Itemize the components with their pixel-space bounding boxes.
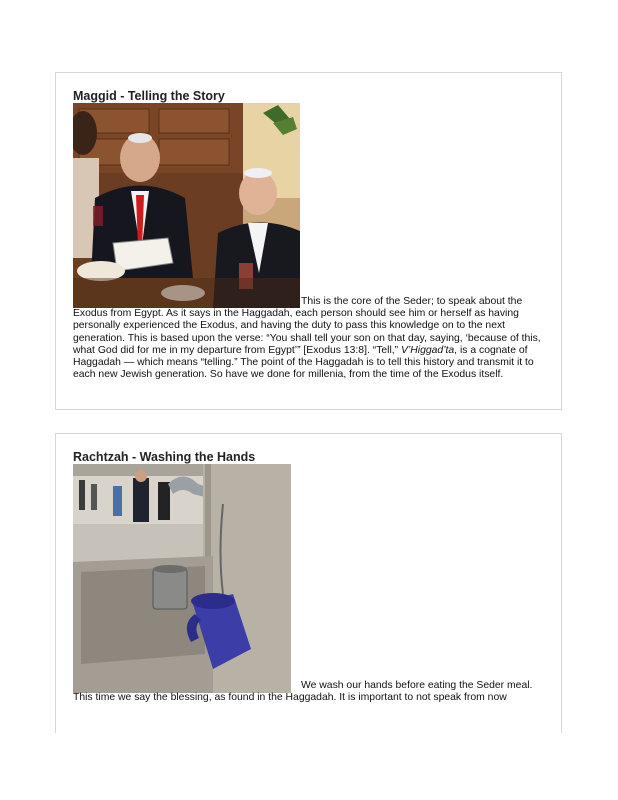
italic-term: V’Higgad’ta [401, 344, 455, 356]
section-maggid [55, 72, 562, 410]
body-text: This is the core of the Seder; to speak about the Exodus from Egypt. As it says in the Haggadah, each person should see him or herself as having personally experienced the Exodus, and having the duty to pass this knowledge on to the next generation. This is based upon the verse: “You shall tell your son on that day, saying, ‘because of this, what God did for me in my departure from Egypt’” [Exodus 13:8]. “Tell,” [73, 296, 541, 356]
section-body [73, 464, 547, 704]
body-text-continued: , is a cognate of Haggadah — which means “telling.” The point of the Haggadah is to tell this history and transmit it to each new Jewish generation. So have we done for millenia, from the time of the Exodus itself. [73, 344, 534, 381]
section-body [73, 103, 547, 381]
section-title: Rachtzah - Washing the Hands [73, 450, 256, 464]
section-title: Maggid - Telling the Story [73, 89, 225, 103]
section-rachtzah [55, 433, 562, 733]
body-text: We wash our hands before eating the Seder meal. This time we say the blessing, as found in the Haggadah. It is important to not speak from now [73, 680, 533, 704]
